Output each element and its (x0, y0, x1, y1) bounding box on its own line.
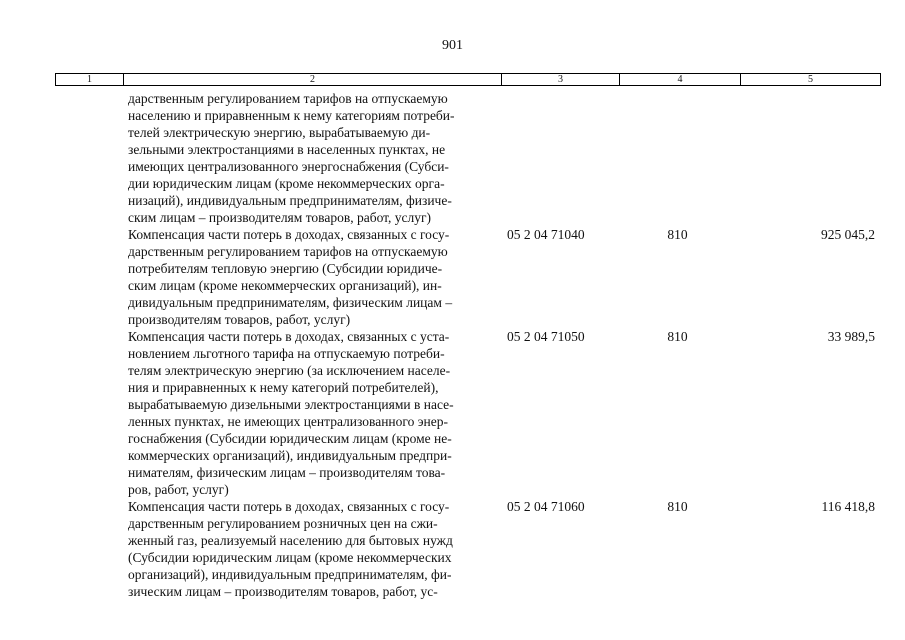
column-header-4: 4 (620, 74, 741, 86)
table-row (0, 328, 905, 498)
row-expense-type: 810 (667, 499, 688, 514)
row-description (128, 226, 493, 328)
table-row (0, 498, 905, 600)
description-line: дарственным регулированием розничных цен на сжи- (128, 516, 438, 531)
row-expense-type: 810 (667, 329, 688, 344)
column-header-table (55, 73, 881, 86)
description-line: коммерческих организаций), индивидуальным предпри- (128, 448, 452, 463)
description-line: зельными электростанциями в населенных пунктах, не (128, 142, 446, 157)
row-target-code: 05 2 04 71040 (507, 227, 585, 242)
row-amount: 116 418,8 (821, 499, 875, 514)
column-header-2: 2 (124, 74, 502, 86)
column-header-row (56, 74, 881, 86)
description-line: Компенсация части потерь в доходах, связанных с госу- (128, 227, 450, 242)
description-line: телям электрическую энергию (за исключением населе- (128, 363, 451, 378)
description-line: дарственным регулированием тарифов на отпускаемую (128, 91, 448, 106)
description-line: ния и приравненных к нему категорий потребителей), (128, 380, 439, 395)
table-row (0, 90, 905, 226)
row-target-code: 05 2 04 71060 (507, 499, 585, 514)
description-line: Компенсация части потерь в доходах, связанных с госу- (128, 499, 450, 514)
description-line: нимателям, физическим лицам – производителям това- (128, 465, 446, 480)
description-line: низаций), индивидуальным предпринимателям, физиче- (128, 193, 452, 208)
description-line: населению и приравненным к нему категориям потреби- (128, 108, 455, 123)
description-line: дивидуальным предпринимателям, физическим лицам – (128, 295, 453, 310)
description-line: дии юридическим лицам (кроме некоммерческих орга- (128, 176, 445, 191)
budget-rows (0, 90, 905, 600)
description-line: ским лицам (кроме некоммерческих организаций), ин- (128, 278, 442, 293)
description-line: ским лицам – производителям товаров, работ, услуг) (128, 210, 432, 225)
row-amount: 33 989,5 (827, 329, 875, 344)
description-line: телей электрическую энергию, вырабатываемую ди- (128, 125, 431, 140)
row-target-code: 05 2 04 71050 (507, 329, 585, 344)
description-line: ров, работ, услуг) (128, 482, 229, 497)
row-description (128, 90, 493, 226)
description-line: госнабжения (Субсидии юридическим лицам (кроме не- (128, 431, 452, 446)
description-line: организаций), индивидуальным предпринимателям, фи- (128, 567, 452, 582)
description-line: имеющих централизованного энергоснабжения (Субси- (128, 159, 449, 174)
description-line: производителям товаров, работ, услуг) (128, 312, 351, 327)
column-header-3: 3 (502, 74, 620, 86)
description-line: зическим лицам – производителям товаров, работ, ус- (128, 584, 438, 599)
description-line: новлением льготного тарифа на отпускаемую потреби- (128, 346, 445, 361)
description-line: (Субсидии юридическим лицам (кроме некоммерческих (128, 550, 452, 565)
description-line: женный газ, реализуемый населению для бытовых нужд (128, 533, 453, 548)
row-expense-type: 810 (667, 227, 688, 242)
description-line: Компенсация части потерь в доходах, связанных с уста- (128, 329, 450, 344)
description-line: ленных пунктах, не имеющих централизованного энер- (128, 414, 448, 429)
column-header-5: 5 (741, 74, 881, 86)
description-line: дарственным регулированием тарифов на отпускаемую (128, 244, 448, 259)
page-number: 901 (442, 38, 463, 53)
row-amount: 925 045,2 (821, 227, 875, 242)
table-row (0, 226, 905, 328)
row-description (128, 328, 493, 498)
column-header-1: 1 (56, 74, 124, 86)
description-line: вырабатываемую дизельными электростанциями в насе- (128, 397, 454, 412)
description-line: потребителям тепловую энергию (Субсидии юридиче- (128, 261, 443, 276)
row-description (128, 498, 493, 600)
